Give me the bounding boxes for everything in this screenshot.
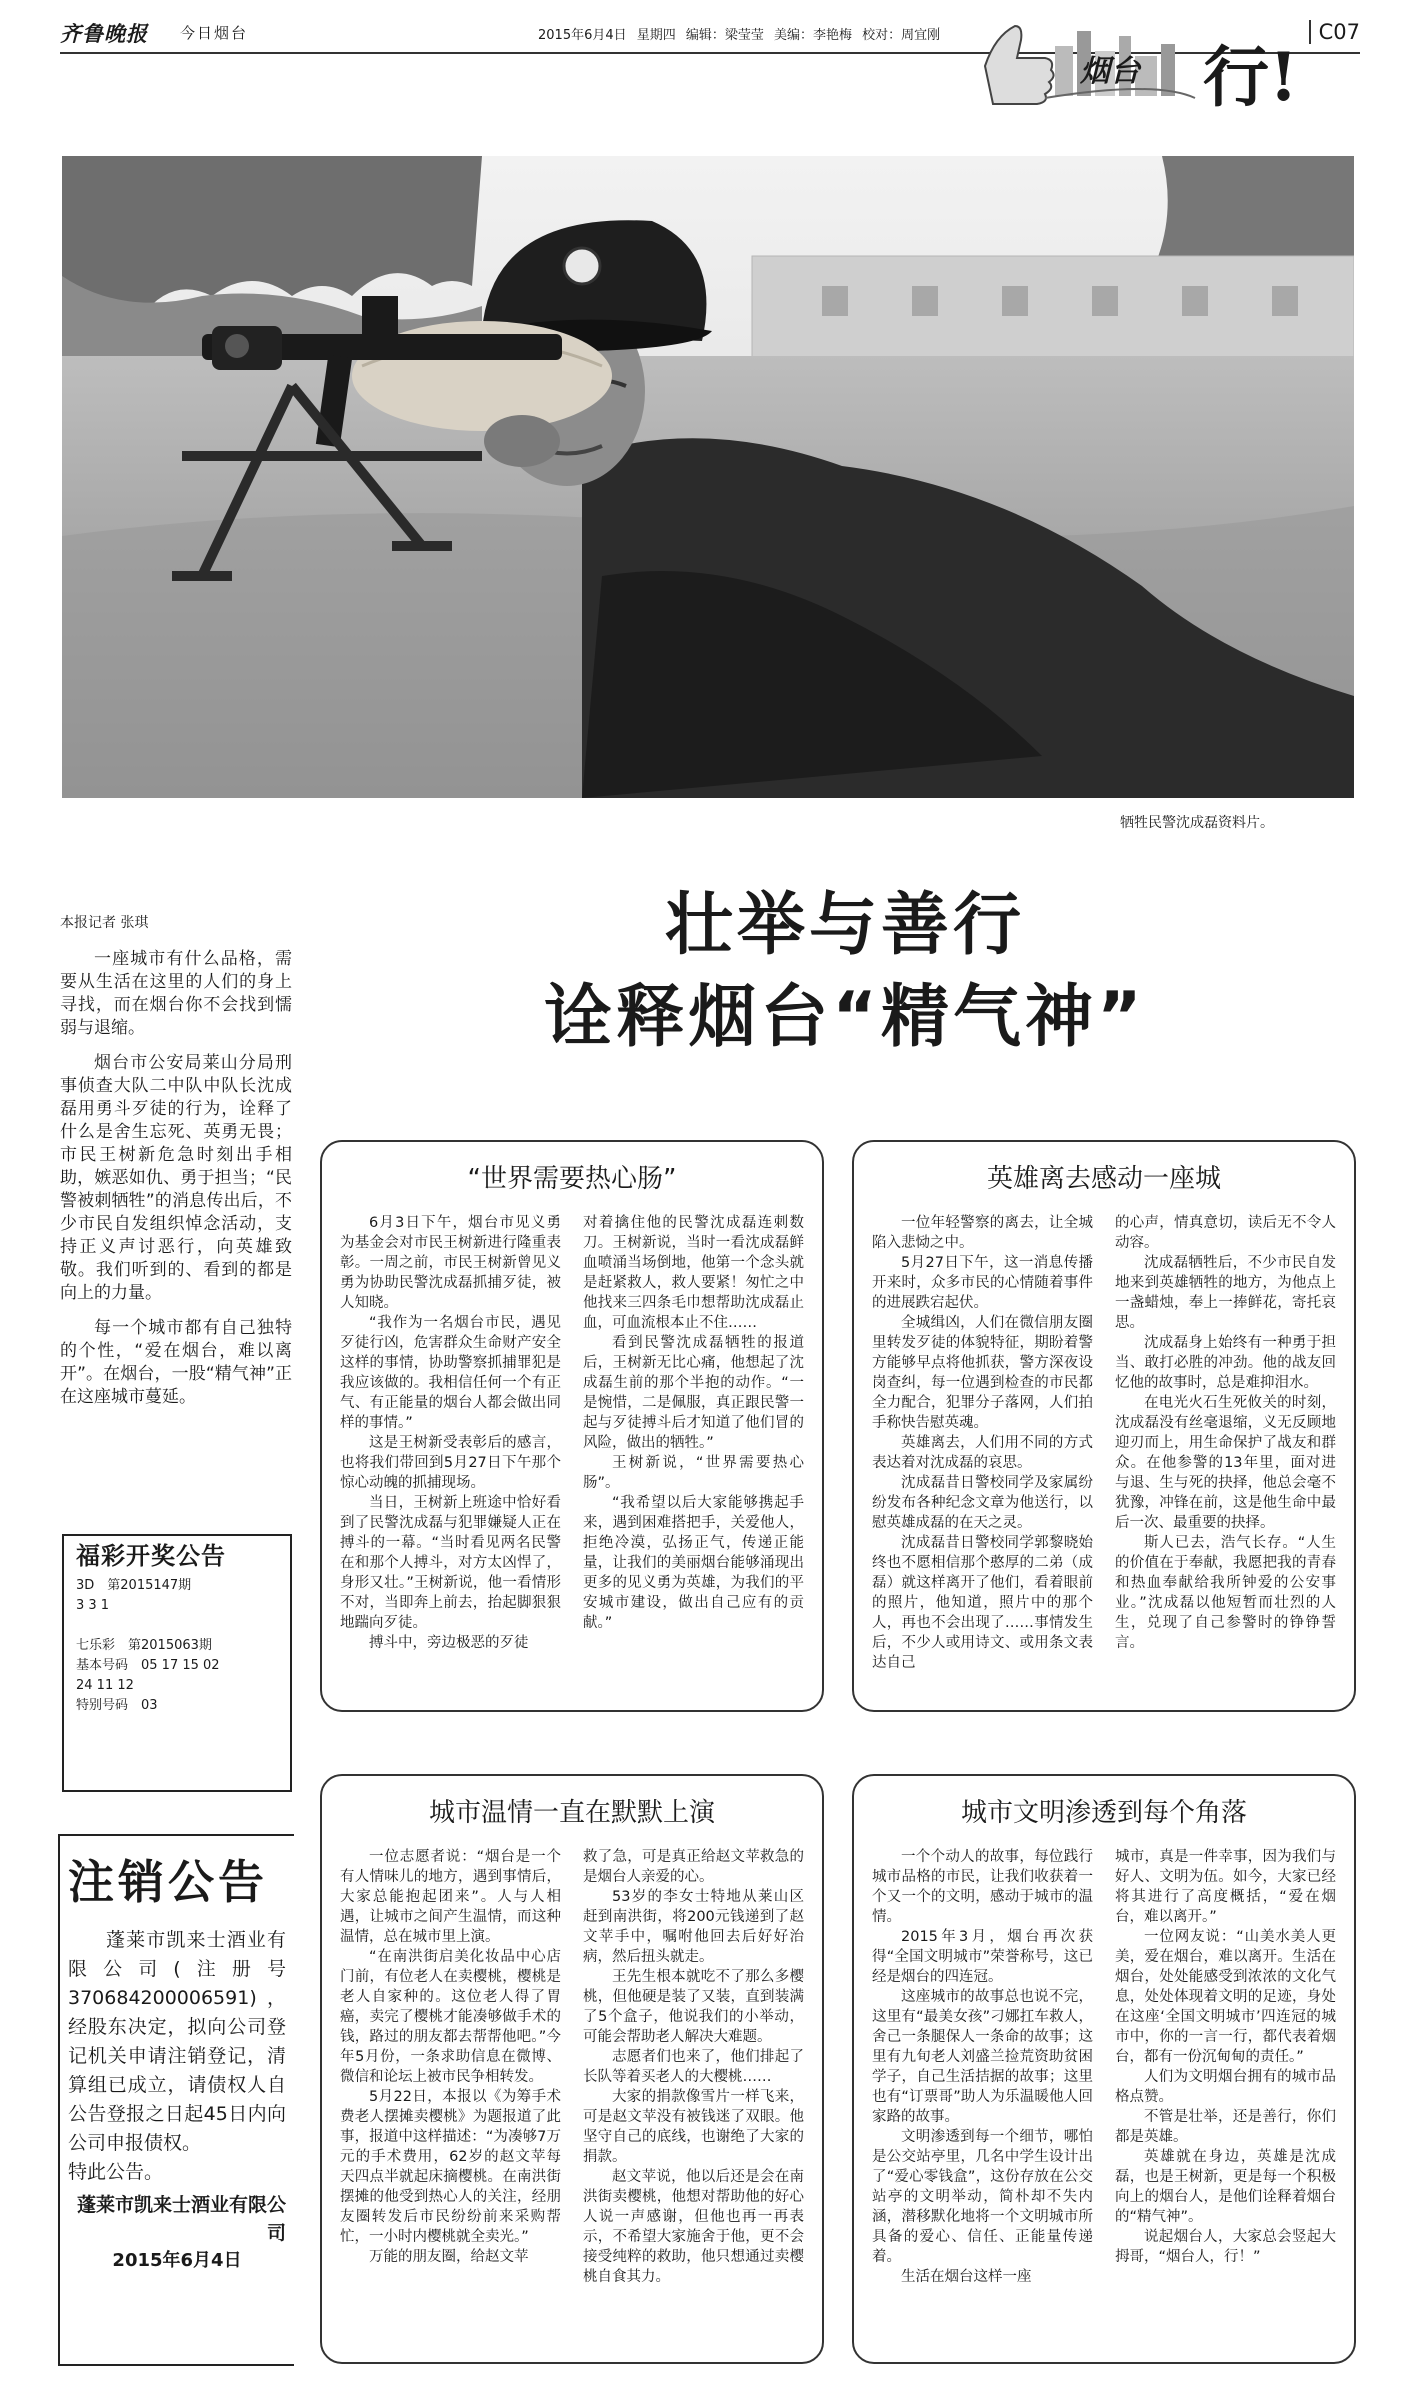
story-paragraph: 在电光火石生死攸关的时刻，沈成磊没有丝毫退缩，义无反顾地迎刃而上，用生命保护了战友和群众。在他参警的13年里，面对进与退、生与死的抉择，他总会毫不犹豫，冲锋在前，这是他生命中最后一次、最重要的抉择。 (1115, 1395, 1336, 1531)
story-paragraph: 的心声，情真意切，读后无不令人动容。 (1115, 1215, 1336, 1251)
story-column (1115, 1847, 1336, 2287)
issue-meta: 2015年6月4日 星期四 编辑：梁莹莹 美编：李艳梅 校对：周宜刚 (538, 28, 941, 43)
story-paragraph: 一位志愿者说：“烟台是一个有人情味儿的地方，遇到事情后，大家总能抱起团来”。人与人相遇，让城市之间产生温情，而这种温情，总在城市里上演。 (340, 1849, 561, 1945)
section-name: 今日烟台 (180, 24, 249, 42)
story-paragraph: 沈成磊昔日警校同学及家属纷纷发布各种纪念文章为他送行，以慰英雄成磊的在天之灵。 (872, 1475, 1093, 1531)
story-paragraph: 赵文苹说，他以后还是会在南洪街卖樱桃，他想对帮助他的好心人说一声感谢，但他也再一再表示，不希望大家施舍于他，更不会接受纯粹的救助，他只想通过卖樱桃自食其力。 (583, 2169, 804, 2285)
headline-line-2: 诠释烟台“精气神” (544, 978, 1146, 1057)
story-paragraph: 王树新说，“世界需要热心肠”。 (583, 1455, 804, 1491)
story-box (852, 1140, 1356, 1712)
intro-column (60, 948, 292, 1409)
banner-slogan: 行! (1203, 38, 1298, 116)
intro-paragraph: 一座城市有什么品格，需要从生活在这里的人们的身上寻找，而在烟台你不会找到懦弱与退缩。 (60, 949, 292, 1038)
story-column (583, 1847, 804, 2287)
intro-paragraph: 烟台市公安局莱山分局刑事侦查大队二中队中队长沈成磊用勇斗歹徒的行为，诠释了什么是舍生忘死、英勇无畏；市民王树新危急时刻出手相助，嫉恶如仇、勇于担当；“民警被刺牺牲”的消息传出后，不少市民自发组织悼念活动，支持正义声讨恶行，向英雄致敬。我们听到的、看到的都是向上的力量。 (60, 1053, 292, 1303)
story-paragraph: 6月3日下午，烟台市见义勇为基金会对市民王树新进行隆重表彰。一周之前，市民王树新曾见义勇为协助民警沈成磊抓捕歹徒，被人知晓。 (340, 1215, 561, 1311)
story-title: “世界需要热心肠” (467, 1164, 677, 1194)
story-paragraph: 人们为文明烟台拥有的城市品格点赞。 (1115, 2069, 1336, 2105)
story-title: 英雄离去感动一座城 (986, 1164, 1221, 1194)
lottery-line: 基本号码 05 17 15 02 (76, 1658, 220, 1673)
story-paragraph: 这座城市的故事总也说不完，这里有“最美女孩”刁娜扛车救人，舍己一条腿保人一条命的故事；这里有九旬老人刘盛兰捡荒资助贫困学子，自己生活拮据的故事；这里也有“订票哥”助人为乐温暖他人回家路的故事。 (872, 1989, 1093, 2125)
lottery-line: 七乐彩 第2015063期 (76, 1638, 212, 1653)
notice-text: 蓬莱市凯来士酒业有限公司(注册号370684200006591)，经股东决定，拟向公司登记机关申请注销登记，清算组已成立，请债权人自公告登报之日起45日内向公司申报债权。 (68, 1929, 286, 2154)
story-paragraph: 2015年3月，烟台再次获得“全国文明城市”荣誉称号，这已经是烟台的四连冠。 (872, 1929, 1093, 1985)
story-paragraph: 对着擒住他的民警沈成磊连刺数刀。王树新说，当时一看沈成磊鲜血喷涌当场倒地，他第一个念头就是赶紧救人，救人要紧！匆忙之中他找来三四条毛巾想帮助沈成磊止血，可血流根本止不住…… (583, 1215, 804, 1331)
story-paragraph: 全城缉凶，人们在微信朋友圈里转发歹徒的体貌特征，期盼着警方能够早点将他抓获，警方深夜设岗查纠，每一位遇到检查的市民都全力配合，犯罪分子落网，人们拍手称快告慰英魂。 (872, 1315, 1093, 1431)
byline: 本报记者 张琪 (60, 915, 149, 931)
notice-closing: 特此公告。 (68, 2161, 164, 2183)
story-paragraph: “我作为一名烟台市民，遇见歹徒行凶，危害群众生命财产安全这样的事情，协助警察抓捕罪犯是我应该做的。我相信任何一个有正气、有正能量的烟台人都会做出同样的事情。” (340, 1315, 561, 1431)
story-paragraph: 志愿者们也来了，他们排起了长队等着买老人的大樱桃…… (583, 2049, 804, 2085)
lottery-line: 24 11 12 (76, 1678, 134, 1693)
page-number: C07 (1309, 20, 1360, 44)
story-paragraph: 救了急，可是真正给赵文苹救急的是烟台人亲爱的心。 (583, 1849, 804, 1885)
story-box (852, 1774, 1356, 2364)
story-paragraph: 搏斗中，旁边极恶的歹徒 (369, 1635, 529, 1651)
story-paragraph: 一个个动人的故事，每位践行城市品格的市民，让我们收获着一个又一个的文明，感动于城市的温情。 (872, 1849, 1093, 1925)
story-box (320, 1774, 824, 2364)
story-paragraph: 不管是壮举，还是善行，你们都是英雄。 (1115, 2109, 1336, 2145)
story-paragraph: 文明渗透到每一个细节，哪怕是公交站亭里，几名中学生设计出了“爱心零钱盒”，这份存放在公交站亭的文明举动，简朴却不失内涵，潜移默化地将一个文明城市所具备的爱心、信任、正能量传递着。 (872, 2129, 1093, 2265)
story-paragraph: 大家的捐款像雪片一样飞来，可是赵文苹没有被钱迷了双眼。他坚守自己的底线，也谢绝了大家的捐款。 (583, 2089, 804, 2165)
story-paragraph: 沈成磊昔日警校同学郭黎晓始终也不愿相信那个憨厚的二弟（成磊）就这样离开了他们，看着眼前的照片，他知道，照片中的那个人，再也不会出现了……事情发生后，不少人或用诗文、或用条文表达自己 (872, 1535, 1093, 1671)
story-paragraph: 53岁的李女士特地从莱山区赶到南洪街，将200元钱递到了赵文苹手中，嘱咐他回去后好好治病，然后扭头就走。 (583, 1889, 804, 1965)
story-paragraph: 王先生根本就吃不了那么多樱桃，但他硬是装了又装，直到装满了5个盒子，他说我们的小举动，可能会帮助老人解决大难题。 (583, 1969, 804, 2045)
story-paragraph: 沈成磊牺牲后，不少市民自发地来到英雄牺牲的地方，为他点上一盏蜡烛，奉上一捧鲜花，寄托哀思。 (1115, 1255, 1336, 1331)
notice-title: 注销公告 (68, 1855, 268, 1909)
hero-photo (62, 156, 1354, 798)
main-headline (340, 880, 1350, 1064)
story-paragraph: 沈成磊身上始终有一种勇于担当、敢打必胜的冲劲。他的战友回忆他的故事时，总是难抑泪水。 (1115, 1335, 1336, 1391)
story-title: 城市温情一直在默默上演 (428, 1798, 715, 1828)
story-column (872, 1213, 1093, 1673)
lottery-title: 福彩开奖公告 (76, 1542, 226, 1570)
lottery-line: 3 3 1 (76, 1598, 110, 1613)
story-title: 城市文明渗透到每个角落 (960, 1798, 1247, 1828)
story-paragraph: “我希望以后大家能够携起手来，遇到困难搭把手，关爱他人，拒绝冷漠，弘扬正气，传递正能量，让我们的美丽烟台能够涌现出更多的见义勇为英雄，为我们的平安城市建设，做出自己应有的贡献。” (583, 1495, 804, 1631)
cancellation-notice (58, 1834, 294, 2366)
story-column (340, 1213, 561, 1653)
headline-line-1: 壮举与善行 (664, 886, 1025, 965)
photo-caption: 牺牲民警沈成磊资料片。 (1120, 815, 1274, 831)
story-paragraph: 万能的朋友圈，给赵文苹 (369, 2249, 529, 2265)
notice-date: 2015年6月4日 (112, 2250, 242, 2271)
story-paragraph: 5月27日下午，这一消息传播开来时，众多市民的心情随着事件的进展跌宕起伏。 (872, 1255, 1093, 1311)
story-column (340, 1847, 561, 2287)
story-paragraph: 生活在烟台这样一座 (901, 2269, 1032, 2285)
intro-paragraph: 每一个城市都有自己独特的个性，“爱在烟台，难以离开”。在烟台，一股“精气神”正在这座城市蔓延。 (60, 1318, 292, 1407)
story-column (1115, 1213, 1336, 1673)
story-paragraph: 5月22日，本报以《为筹手术费老人摆摊卖樱桃》为题报道了此事，报道中这样描述：“为凑够7万元的手术费用，62岁的赵文苹每天四点半就起床摘樱桃。在南洪街摆摊的他受到热心人的关注，经朋友圈转发后市民纷纷前来采购帮忙，一小时内樱桃就全卖光。” (340, 2089, 561, 2245)
story-paragraph: 一位年轻警察的离去，让全城陷入悲恸之中。 (872, 1215, 1093, 1251)
story-column (583, 1213, 804, 1653)
story-paragraph: 英雄离去，人们用不同的方式表达着对沈成磊的哀思。 (872, 1435, 1093, 1471)
story-paragraph: “在南洪街启美化妆品中心店门前，有位老人在卖樱桃，樱桃是老人自家种的。这位老人得了胃癌，卖完了樱桃才能凑够做手术的钱，路过的朋友都去帮帮他吧。”今年5月份，一条求助信息在微博、微信和论坛上被市民争相转发。 (340, 1949, 561, 2085)
banner-city: 烟台 (1080, 54, 1140, 89)
masthead: 齐鲁晚报 (60, 21, 148, 46)
lottery-line: 特别号码 03 (76, 1698, 158, 1713)
story-paragraph: 看到民警沈成磊牺牲的报道后，王树新无比心痛，他想起了沈成磊生前的那个半抱的动作。“一是惋惜，二是佩服，真正跟民警一起与歹徒搏斗后才知道了他们冒的风险，做出的牺牲。” (583, 1335, 804, 1451)
story-box (320, 1140, 824, 1712)
police-officer-rifle-illustration (62, 156, 1354, 798)
story-paragraph: 这是王树新受表彰后的感言，也将我们带回到5月27日下午那个惊心动魄的抓捕现场。 (340, 1435, 561, 1491)
lottery-line: 3D 第2015147期 (76, 1578, 192, 1593)
story-paragraph: 一位网友说：“山美水美人更美，爱在烟台，难以离开。生活在烟台，处处能感受到浓浓的文化气息，处处体现着文明的足迹，身处在这座‘全国文明城市’四连冠的城市中，你的一言一行，都代表着烟台，都有一份沉甸甸的责任。” (1115, 1929, 1336, 2065)
story-paragraph: 说起烟台人，大家总会竖起大拇哥，“烟台人，行！” (1115, 2229, 1336, 2265)
lottery-line (76, 1616, 278, 1636)
story-paragraph: 城市，真是一件幸事，因为我们与好人、文明为伍。如今，大家已经将其进行了高度概括，“爱在烟台，难以离开。” (1115, 1849, 1336, 1925)
story-paragraph: 斯人已去，浩气长存。“人生的价值在于奉献，我愿把我的青春和热血奉献给我所钟爱的公安事业。”沈成磊以他短暂而壮烈的人生，兑现了自己参警时的铮铮誓言。 (1115, 1535, 1336, 1651)
story-paragraph: 当日，王树新上班途中恰好看到了民警沈成磊与犯罪嫌疑人正在搏斗的一幕。“当时看见两名民警在和那个人搏斗，对方太凶悍了，身形又壮。”王树新说，他一看情形不对，当即奔上前去，抬起脚狠狠地踹向歹徒。 (340, 1495, 561, 1631)
story-paragraph: 英雄就在身边，英雄是沈成磊，也是王树新，更是每一个积极向上的烟台人，是他们诠释着烟台的“精气神”。 (1115, 2149, 1336, 2225)
notice-signature: 蓬莱市凯来士酒业有限公司 (76, 2194, 286, 2244)
notice-body (68, 1926, 286, 2187)
lottery-notice (62, 1534, 292, 1792)
page-header (60, 14, 1360, 116)
story-column (872, 1847, 1093, 2287)
